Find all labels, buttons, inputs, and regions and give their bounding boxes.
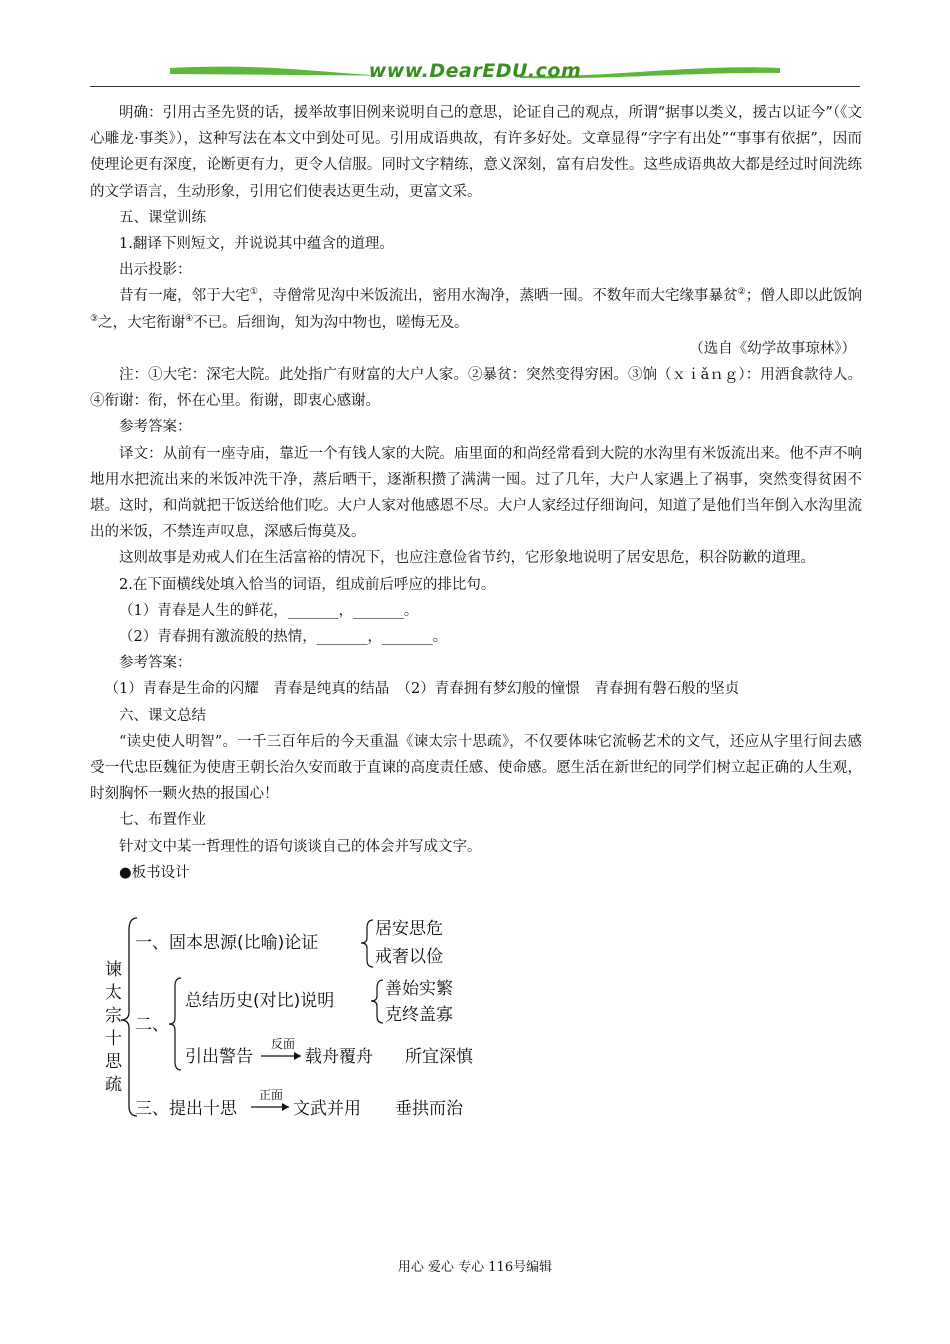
board-design-heading: ●板书设计 — [119, 864, 190, 881]
board-item-2-2-a: 载舟覆舟 — [305, 1047, 373, 1067]
board-title-char: 疏 — [105, 1075, 122, 1095]
item-1-brace — [361, 920, 373, 967]
arrow-label-positive: 正面 — [259, 1088, 284, 1102]
document-body — [90, 100, 862, 886]
arrow-positive-head — [282, 1103, 289, 1111]
story-text: 昔有一庵，邻于大宅①，寺僧常见沟中米饭流出，密用水淘净，蒸晒一囤。不数年而大宅缘事暴贫②；僧人即以此饭饷③之，大宅衔谢④不已。后细询，知为沟中物也，嗟悔无及。 — [90, 287, 863, 331]
story-notes: 注：①大宅：深宅大院。此处指广有财富的大户人家。②暴贫：突然变得穷困。③饷（ｘｉǎｎｇ）：用酒食款待人。④衔谢：衔，怀在心里。衔谢，即衷心感谢。 — [90, 367, 862, 410]
site-logo[interactable]: www.DearEDU.com — [368, 60, 582, 82]
item-2-brace — [169, 978, 181, 1070]
section-heading-5: 五、课堂训练 — [119, 209, 206, 226]
page-header — [90, 58, 860, 88]
reference-answer-label-2: 参考答案： — [119, 655, 192, 672]
projection-label: 出示投影： — [119, 262, 192, 279]
homework-text: 针对文中某一哲理性的语句谈谈自己的体会并写成文字。 — [119, 838, 482, 855]
story-source: （选自《幼学故事琼林》） — [689, 340, 856, 357]
arrow-reverse-head — [294, 1052, 301, 1060]
board-title-char: 宗 — [105, 1006, 122, 1026]
paragraph-explanation: 明确：引用古圣先贤的话，援举故事旧例来说明自己的意思，论证自己的观点，所谓“据事以类义，援古以证今”（《文心雕龙·事类》），这种写法在本文中到处可见。引用成语典故，有许多好处。文章显得“字字有出处”“事事有依据”，因而使理论更有深度，论断更有力，更令人信服。同时文字精练，意义深刻，富有启发性。这些成语典故大都是经过时间洗练的文学语言，生动形象，引用它们使表达更生动，更富文采。 — [90, 105, 862, 200]
page-footer: 用心 爱心 专心 116号编辑 — [397, 1260, 553, 1275]
board-item-2-1-b: 克终盖寡 — [385, 1005, 453, 1025]
board-title-char: 太 — [105, 983, 122, 1003]
translation-text: 译文：从前有一座寺庙，靠近一个有钱人家的大院。庙里面的和尚经常看到大院的水沟里有米饭流出来。他不声不响地用水把流出来的米饭冲洗干净，蒸后晒干，逐渐积攒了满满一囤。过了几年，大户人家遇上了祸事，突然变得贫困不堪。这时，和尚就把干饭送给他们吃。大户人家对他感恩不尽。大户人家经过仔细询问，知道了是他们当年倒入水沟里流出的米饭，不禁连声叹息，深感后悔莫及。 — [90, 445, 862, 541]
board-design-diagram — [95, 910, 515, 1130]
arrow-label-reverse: 反面 — [271, 1037, 296, 1051]
question-1: 1.翻译下则短文，并说说其中蕴含的道理。 — [119, 236, 394, 253]
section-heading-6: 六、课文总结 — [119, 707, 206, 724]
board-item-2-1: 总结历史(对比)说明 — [185, 991, 335, 1011]
question-2: 2.在下面横线处填入恰当的词语，组成前后呼应的排比句。 — [119, 576, 496, 593]
reference-answer-label-1: 参考答案： — [119, 419, 192, 436]
question-2-item-1: （1）青春是人生的鲜花，_______，_______。 — [119, 602, 419, 619]
board-item-2-2-b: 所宜深慎 — [405, 1047, 473, 1067]
section-heading-7: 七、布置作业 — [119, 812, 206, 829]
board-item-1-b: 戒奢以俭 — [375, 947, 443, 967]
summary-text: “读史使人明智”。一千三百年后的今天重温《谏太宗十思疏》，不仅要体味它流畅艺术的文气，还应从字里行间去感受一代忠臣魏征为使唐王朝长治久安而敢于直谏的高度责任感、使命感。愿生活在新世纪的同学们树立起正确的人生观，时刻胸怀一颗火热的报国心！ — [90, 733, 862, 803]
board-item-3-a: 文武并用 — [293, 1099, 361, 1119]
header-divider — [90, 86, 860, 87]
question-2-item-2: （2）青春拥有激流般的热情，_______，_______。 — [119, 629, 448, 646]
item-2-1-brace — [371, 980, 383, 1023]
board-title-char: 谏 — [105, 960, 122, 980]
board-item-2-2: 引出警告 — [185, 1047, 253, 1067]
board-item-1-a: 居安思危 — [375, 919, 443, 939]
board-item-1: 一、固本思源(比喻)论证 — [135, 933, 319, 953]
board-item-3: 三、提出十思 — [135, 1099, 237, 1119]
moral-text: 这则故事是劝戒人们在生活富裕的情况下，也应注意俭省节约，它形象地说明了居安思危，积谷防歉的道理。 — [119, 550, 815, 567]
board-item-2-label: 二、 — [135, 1015, 169, 1035]
board-item-2-1-a: 善始实繁 — [385, 979, 453, 999]
board-title-char: 思 — [105, 1052, 122, 1072]
answer-2: （1）青春是生命的闪耀 青春是纯真的结晶 （2）青春拥有梦幻般的憧憬 青春拥有磐石般的坚贞 — [104, 681, 740, 698]
board-item-3-b: 垂拱而治 — [395, 1099, 463, 1119]
board-title-char: 十 — [105, 1029, 122, 1049]
